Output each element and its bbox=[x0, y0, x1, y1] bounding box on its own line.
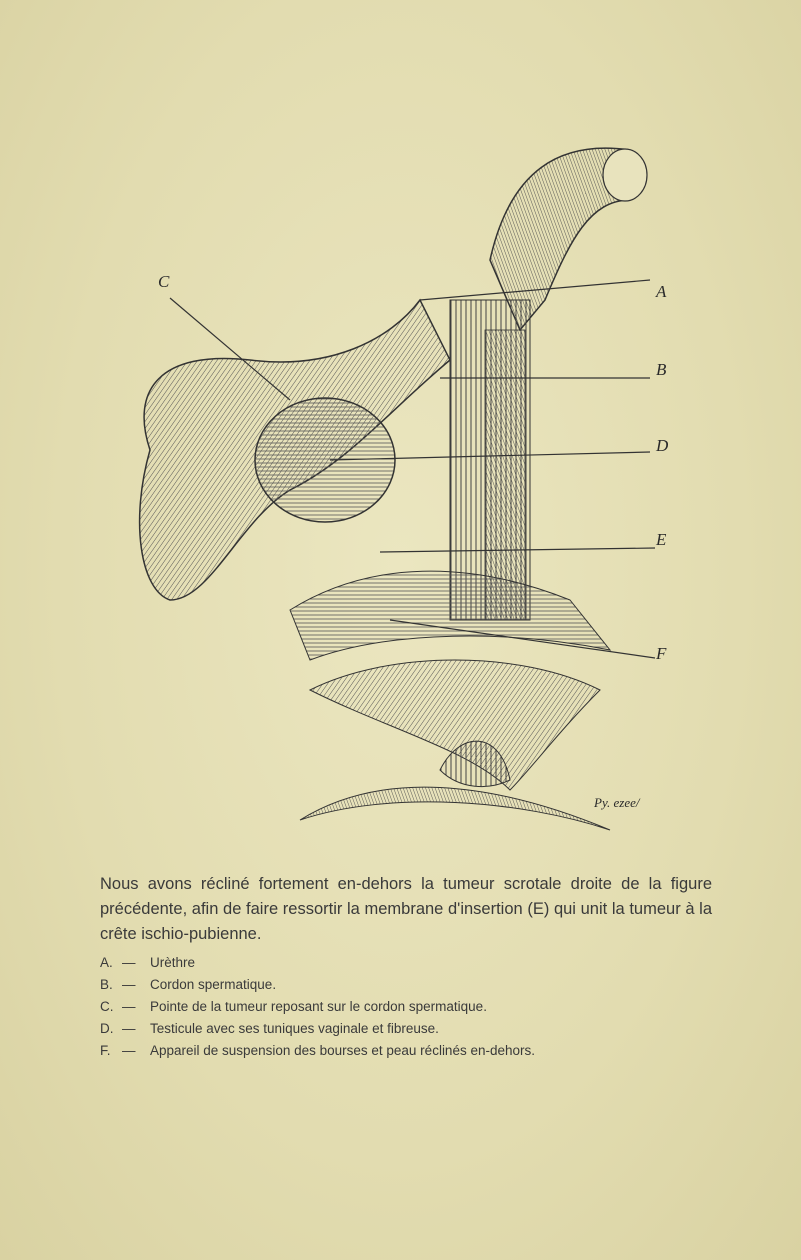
artist-signature: Py. ezee/ bbox=[594, 795, 640, 810]
legend-item: B. — Cordon spermatique. bbox=[100, 977, 277, 992]
legend-item: F. — Appareil de suspension des bourses et peau réclinés en-dehors. bbox=[100, 1043, 535, 1058]
figure-label-e: E bbox=[656, 530, 667, 549]
anatomical-illustration bbox=[90, 130, 710, 860]
legend-item: C. — Pointe de la tumeur reposant sur le cordon spermatique. bbox=[100, 999, 487, 1014]
legend-item: A. — Urèthre bbox=[100, 955, 196, 970]
figure-label-f: F bbox=[656, 644, 667, 663]
figure-legend bbox=[100, 952, 740, 1062]
figure-label-b: B bbox=[656, 360, 667, 379]
insertion-membrane bbox=[290, 571, 610, 660]
figure-caption: Nous avons récliné fortement en-dehors la tumeur scrotale droite de la figure précédente, afin de faire ressortir la membrane d'insertion (E) qui unit la tumeur à la crête ischio-pubienne. bbox=[100, 875, 712, 943]
legend-item: D. — Testicule avec ses tuniques vaginale et fibreuse. bbox=[100, 1021, 439, 1036]
testicle-shape bbox=[255, 398, 395, 522]
figure-label-a: A bbox=[656, 282, 667, 301]
figure-label-d: D bbox=[656, 436, 669, 455]
figure-label-c: C bbox=[158, 272, 170, 291]
